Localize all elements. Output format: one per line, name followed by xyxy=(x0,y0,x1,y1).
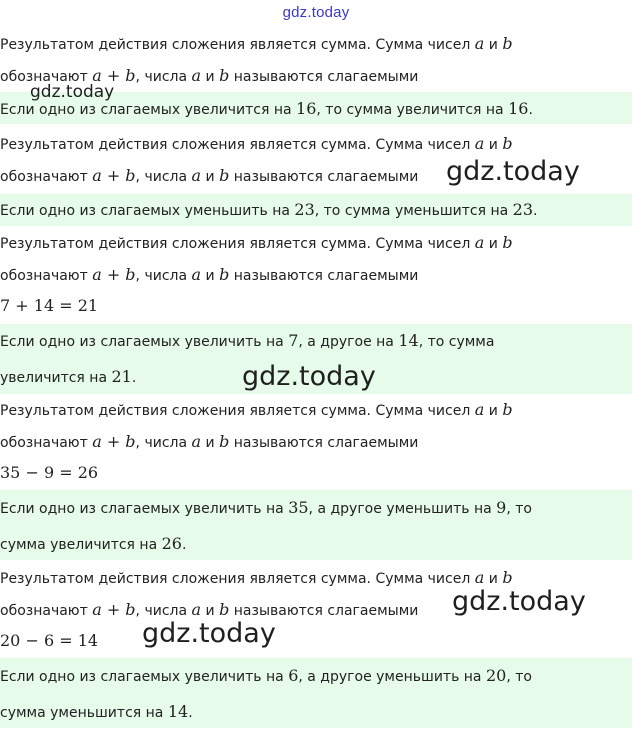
site-header xyxy=(0,0,632,26)
watermark: gdz.today xyxy=(452,586,586,617)
answer-line: увеличится на 21. xyxy=(0,367,137,386)
definition-line: Результатом действия сложения является сумма. Сумма чисел a и b xyxy=(0,568,513,587)
definition-line: Результатом действия сложения является сумма. Сумма чисел a и b xyxy=(0,134,513,153)
equation: 35 − 9 = 26 xyxy=(0,463,99,482)
answer-line: Если одно из слагаемых увеличить на 35, а другое уменьшить на 9, то xyxy=(0,498,532,517)
definition-line: обозначают a + b, числа a и b называются слагаемыми xyxy=(0,66,419,85)
answer-line: Если одно из слагаемых увеличится на 16, то сумма увеличится на 16. xyxy=(0,99,533,118)
answer-line: сумма увеличится на 26. xyxy=(0,534,187,553)
answer-line: Если одно из слагаемых увеличить на 7, а другое на 14, то сумма xyxy=(0,331,495,350)
watermark: gdz.today xyxy=(446,156,580,187)
site-logo-text: gdz.today xyxy=(282,4,350,21)
definition-line: Результатом действия сложения является сумма. Сумма чисел a и b xyxy=(0,233,513,252)
watermark: gdz.today xyxy=(30,82,115,102)
definition-line: обозначают a + b, числа a и b называются слагаемыми xyxy=(0,432,419,451)
definition-line: Результатом действия сложения является сумма. Сумма чисел a и b xyxy=(0,34,513,53)
equation: 20 − 6 = 14 xyxy=(0,631,99,650)
definition-line: Результатом действия сложения является сумма. Сумма чисел a и b xyxy=(0,400,513,419)
definition-line: обозначают a + b, числа a и b называются слагаемыми xyxy=(0,265,419,284)
answer-line: сумма уменьшится на 14. xyxy=(0,702,193,721)
definition-line: обозначают a + b, числа a и b называются слагаемыми xyxy=(0,166,419,185)
answer-line: Если одно из слагаемых уменьшить на 23, то сумма уменьшится на 23. xyxy=(0,200,538,219)
equation: 7 + 14 = 21 xyxy=(0,296,99,315)
answer-line: Если одно из слагаемых увеличить на 6, а другое уменьшить на 20, то xyxy=(0,666,532,685)
watermark: gdz.today xyxy=(242,361,376,392)
watermark: gdz.today xyxy=(142,618,276,649)
definition-line: обозначают a + b, числа a и b называются слагаемыми xyxy=(0,600,419,619)
